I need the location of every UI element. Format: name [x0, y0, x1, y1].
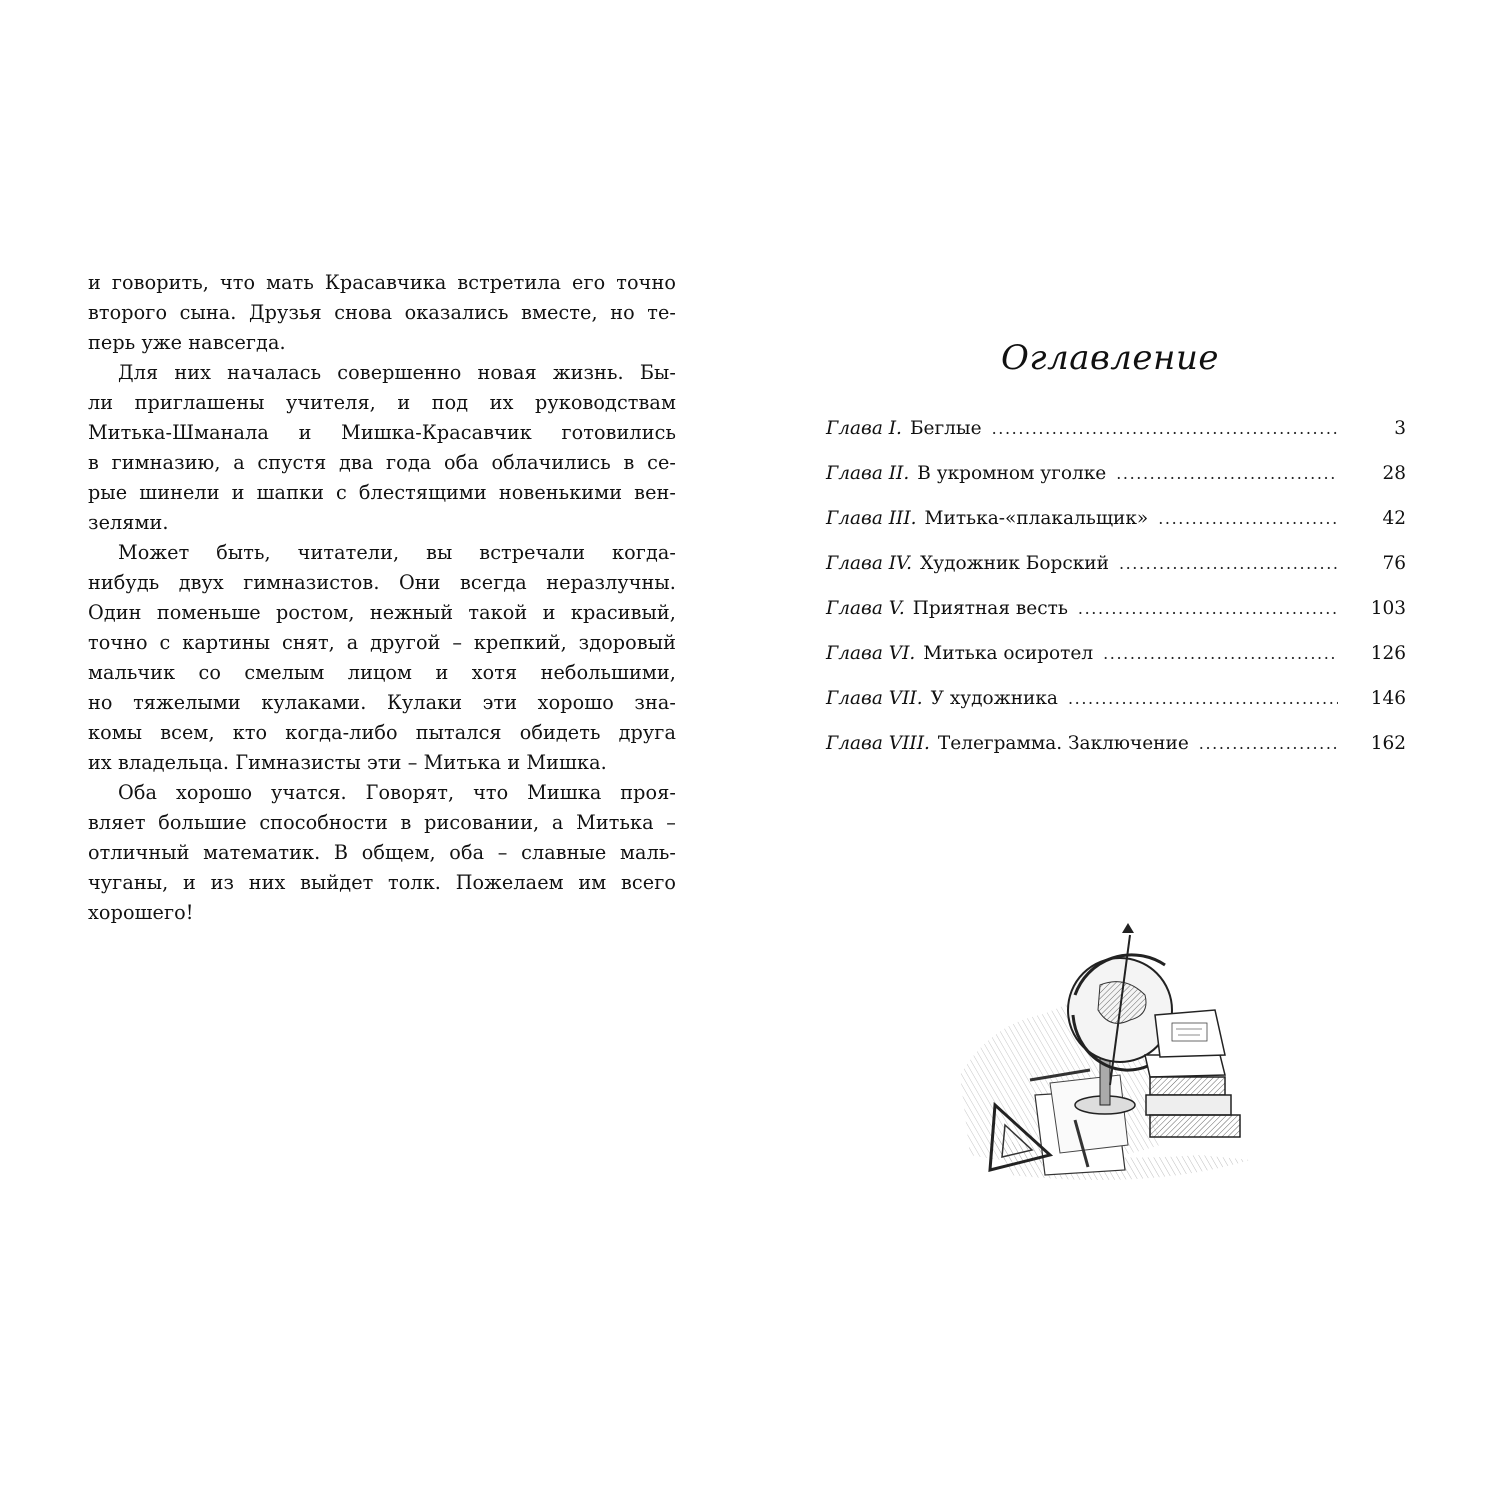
text-line: их владельца. Гимназисты эти – Митька и Мишка. — [88, 751, 607, 774]
text-line: Для них началась совершенно новая жизнь. Бы- — [118, 361, 676, 384]
toc-leader-dots — [1068, 689, 1338, 708]
globe-books-illustration — [950, 905, 1290, 1190]
left-page-text — [88, 268, 676, 928]
paragraph-1 — [88, 268, 676, 358]
table-of-contents — [826, 418, 1406, 778]
text-line: нибудь двух гимназистов. Они всегда неразлучны. — [88, 571, 676, 594]
toc-entry[interactable] — [826, 463, 1406, 508]
text-line: зелями. — [88, 511, 169, 534]
text-line: Митька-Шманала и Мишка-Красавчик готовились — [88, 421, 676, 444]
toc-chapter-title: Телеграмма. Заключение — [937, 733, 1189, 754]
toc-chapter-title: В укромном уголке — [917, 463, 1107, 484]
toc-entry[interactable] — [826, 643, 1406, 688]
paragraph-4 — [88, 778, 676, 928]
text-line: Может быть, читатели, вы встречали когда- — [118, 541, 676, 564]
toc-chapter: Глава VI. — [826, 643, 916, 664]
text-line: и говорить, что мать Красавчика встретила его точно — [88, 271, 676, 294]
toc-leader-dots — [1158, 509, 1338, 528]
toc-entry[interactable] — [826, 553, 1406, 598]
text-line: Один поменьше ростом, нежный такой и красивый, — [88, 601, 676, 624]
toc-entry[interactable] — [826, 508, 1406, 553]
toc-title: Оглавление — [1001, 338, 1219, 378]
paragraph-2 — [88, 358, 676, 538]
toc-page-number: 42 — [1382, 508, 1406, 529]
toc-page-number: 146 — [1370, 688, 1406, 709]
toc-chapter: Глава IV. — [826, 553, 913, 574]
toc-leader-dots — [1078, 599, 1338, 618]
text-line: комы всем, кто когда-либо пытался обидеть друга — [88, 721, 676, 744]
text-line: хорошего! — [88, 901, 194, 924]
toc-chapter-title: Беглые — [909, 418, 982, 439]
text-line: в гимназию, а спустя два года оба облачились в се- — [88, 451, 676, 474]
toc-page-number: 28 — [1382, 463, 1406, 484]
toc-chapter: Глава VII. — [826, 688, 923, 709]
toc-chapter: Глава I. — [826, 418, 902, 439]
toc-chapter-title: Художник Борский — [920, 553, 1109, 574]
text-line: перь уже навсегда. — [88, 331, 286, 354]
toc-chapter-title: Митька-«плакальщик» — [924, 508, 1149, 529]
toc-leader-dots — [1116, 464, 1338, 483]
toc-chapter-title: У художника — [930, 688, 1058, 709]
toc-leader-dots — [1103, 644, 1338, 663]
toc-entry[interactable] — [826, 688, 1406, 733]
toc-leader-dots — [992, 419, 1338, 438]
text-line: мальчик со смелым лицом и хотя небольшими, — [88, 661, 676, 684]
books-stack-icon — [1145, 1010, 1240, 1137]
text-line: точно с картины снят, а другой – крепкий, здоровый — [88, 631, 676, 654]
text-line: рые шинели и шапки с блестящими новенькими вен- — [88, 481, 676, 504]
toc-page-number: 162 — [1370, 733, 1406, 754]
toc-chapter: Глава V. — [826, 598, 905, 619]
toc-page-number: 3 — [1394, 418, 1406, 439]
toc-page-number: 103 — [1370, 598, 1406, 619]
toc-page-number: 126 — [1370, 643, 1406, 664]
paragraph-3 — [88, 538, 676, 778]
text-line: второго сына. Друзья снова оказались вместе, но те- — [88, 301, 676, 324]
toc-entry[interactable] — [826, 598, 1406, 643]
toc-chapter-title: Приятная весть — [912, 598, 1068, 619]
text-line: чуганы, и из них выйдет толк. Пожелаем им всего — [88, 871, 676, 894]
toc-entry[interactable] — [826, 733, 1406, 778]
toc-leader-dots — [1199, 734, 1338, 753]
toc-leader-dots — [1119, 554, 1338, 573]
toc-page-number: 76 — [1382, 553, 1406, 574]
toc-chapter-title: Митька осиротел — [923, 643, 1094, 664]
toc-chapter: Глава II. — [826, 463, 910, 484]
toc-chapter: Глава III. — [826, 508, 917, 529]
toc-chapter: Глава VIII. — [826, 733, 930, 754]
text-line: но тяжелыми кулаками. Кулаки эти хорошо зна- — [88, 691, 676, 714]
text-line: ли приглашены учителя, и под их руководствам — [88, 391, 676, 414]
text-line: вляет большие способности в рисовании, а Митька – — [88, 811, 676, 834]
text-line: Оба хорошо учатся. Говорят, что Мишка проя- — [118, 781, 676, 804]
toc-entry[interactable] — [826, 418, 1406, 463]
text-line: отличный математик. В общем, оба – славные маль- — [88, 841, 676, 864]
